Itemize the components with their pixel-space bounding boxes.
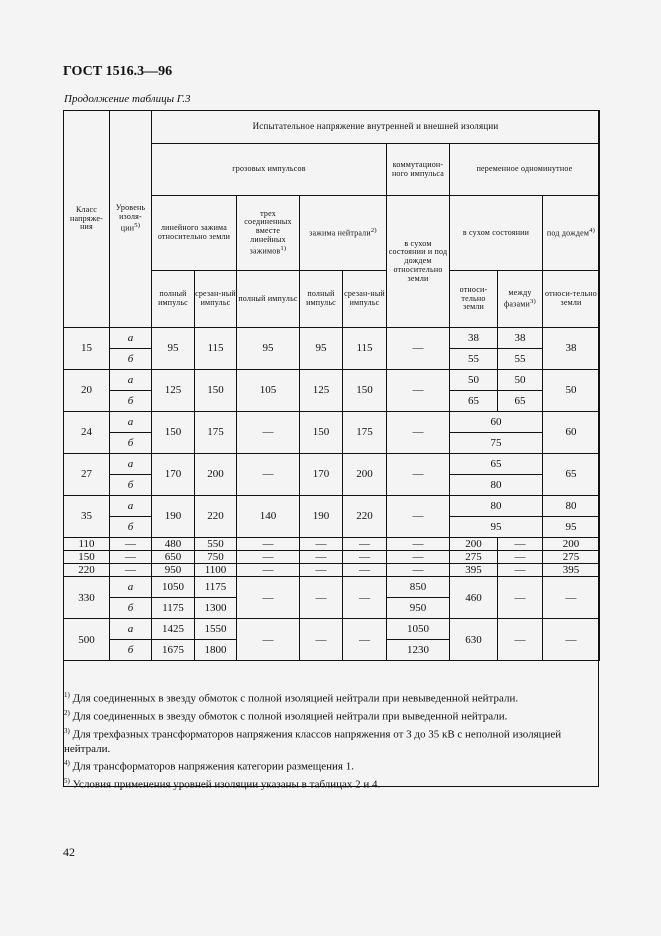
cell-value: 125 [300, 370, 343, 412]
header-relative-ground-2: относи-тельно земли [543, 271, 600, 328]
cell-value: 395 [543, 564, 600, 577]
cell-value: 65 [450, 391, 498, 412]
header-chopped-impulse-2: срезан-ный импульс [343, 271, 387, 328]
cell-class: 24 [64, 412, 110, 454]
header-neutral-clamp: зажима нейтрали$^{2)}$ [300, 196, 387, 271]
cell-level: б [110, 433, 152, 454]
cell-class: 20 [64, 370, 110, 412]
table-row [64, 551, 600, 564]
cell-value: 50 [498, 370, 543, 391]
table-caption: Продолжение таблицы Г.3 [64, 93, 191, 105]
cell-level: б [110, 475, 152, 496]
cell-level: б [110, 640, 152, 661]
cell-value: 80 [450, 496, 543, 517]
cell-value: — [237, 577, 300, 619]
cell-value: — [237, 551, 300, 564]
table-row [64, 564, 600, 577]
cell-class: 330 [64, 577, 110, 619]
cell-value: 190 [300, 496, 343, 538]
cell-value: 550 [195, 538, 237, 551]
header-rain: под дождем$^{4)}$ [543, 196, 600, 271]
cell-value: 395 [450, 564, 498, 577]
cell-level: а [110, 619, 152, 640]
cell-value: 150 [300, 412, 343, 454]
cell-value: 175 [343, 412, 387, 454]
header-full-impulse-1: полный импульс [152, 271, 195, 328]
cell-class: 15 [64, 328, 110, 370]
header-between-phases: между фазами$^{3)}$ [498, 271, 543, 328]
cell-value: — [498, 551, 543, 564]
cell-level: — [110, 564, 152, 577]
cell-value: 200 [450, 538, 498, 551]
cell-value: 95 [543, 517, 600, 538]
cell-value: 105 [237, 370, 300, 412]
footnote: $^{2)}$ Для соединенных в звезду обмоток с полной изоляцией нейтрали при выведенной нейтрали. [64, 708, 508, 723]
header-class: Класс напряже-ния [64, 111, 110, 328]
cell-value: 1175 [152, 598, 195, 619]
table-row [64, 619, 600, 640]
cell-value: — [300, 538, 343, 551]
cell-value: — [543, 619, 600, 661]
cell-level: б [110, 349, 152, 370]
cell-value: — [343, 577, 387, 619]
cell-value: 480 [152, 538, 195, 551]
header-full-impulse-3: полный импульс [300, 271, 343, 328]
cell-value: — [237, 538, 300, 551]
cell-level: а [110, 370, 152, 391]
cell-value: 50 [543, 370, 600, 412]
cell-level: а [110, 328, 152, 349]
header-switching-sub: в сухом состоянии и под дождем относительно земли [387, 196, 450, 328]
cell-value: 95 [300, 328, 343, 370]
cell-value: 95 [237, 328, 300, 370]
cell-value: 1425 [152, 619, 195, 640]
cell-value: 150 [195, 370, 237, 412]
cell-value: 750 [195, 551, 237, 564]
cell-level: а [110, 412, 152, 433]
cell-value: 220 [195, 496, 237, 538]
footnotes [64, 688, 598, 792]
cell-value: 65 [543, 454, 600, 496]
table-row [64, 538, 600, 551]
cell-value: — [343, 619, 387, 661]
cell-value: — [237, 412, 300, 454]
cell-value: — [343, 538, 387, 551]
cell-class: 500 [64, 619, 110, 661]
cell-value: 38 [498, 328, 543, 349]
test-voltage-table [63, 110, 600, 661]
cell-level: б [110, 391, 152, 412]
cell-value: 95 [450, 517, 543, 538]
header-lightning: грозовых импульсов [152, 144, 387, 196]
header-test-voltage: Испытательное напряжение внутренней и внешней изоляции [152, 111, 600, 144]
cell-value: 1675 [152, 640, 195, 661]
footnote: $^{1)}$ Для соединенных в звезду обмоток с полной изоляцией нейтрали при невыведенной нейтрали. [64, 691, 519, 705]
cell-value: — [300, 564, 343, 577]
page-number: 42 [63, 845, 75, 859]
cell-value: — [237, 619, 300, 661]
cell-value: — [237, 454, 300, 496]
cell-value: — [343, 564, 387, 577]
cell-value: 80 [543, 496, 600, 517]
cell-value: 60 [450, 412, 543, 433]
cell-level: а [110, 577, 152, 598]
cell-value: 38 [543, 328, 600, 370]
cell-value: 460 [450, 577, 498, 619]
cell-value: 275 [543, 551, 600, 564]
cell-value: — [387, 564, 450, 577]
header-relative-ground: относи-тельно земли [450, 271, 498, 328]
cell-value: — [387, 454, 450, 496]
cell-level: — [110, 538, 152, 551]
cell-value: 150 [152, 412, 195, 454]
table-row [64, 370, 600, 391]
cell-value: 190 [152, 496, 195, 538]
cell-value: — [387, 328, 450, 370]
cell-value: 55 [450, 349, 498, 370]
cell-value: 125 [152, 370, 195, 412]
cell-value: 1050 [387, 619, 450, 640]
cell-value: — [498, 577, 543, 619]
cell-value: — [300, 619, 343, 661]
cell-value: 1550 [195, 619, 237, 640]
cell-value: 175 [195, 412, 237, 454]
cell-level: б [110, 517, 152, 538]
header-full-impulse-2: полный импульс [237, 271, 300, 328]
cell-value: — [498, 564, 543, 577]
cell-value: 950 [152, 564, 195, 577]
cell-value: — [543, 577, 600, 619]
cell-value: — [387, 412, 450, 454]
header-three-clamps: трех соединенных вместе линейных зажимов$^{1)}$ [237, 196, 300, 271]
cell-value: 115 [343, 328, 387, 370]
cell-value: — [387, 538, 450, 551]
cell-value: 220 [343, 496, 387, 538]
cell-value: 950 [387, 598, 450, 619]
cell-value: 170 [152, 454, 195, 496]
footnote: $^{4)}$ Для трансформаторов напряжения категории размещения 1. [64, 758, 354, 773]
cell-value: 650 [152, 551, 195, 564]
header-line-clamp: линейного зажима относительно земли [152, 196, 237, 271]
cell-value: 1175 [195, 577, 237, 598]
cell-value: — [300, 577, 343, 619]
cell-value: 200 [543, 538, 600, 551]
cell-value: 38 [450, 328, 498, 349]
cell-value: 65 [498, 391, 543, 412]
cell-value: 60 [543, 412, 600, 454]
cell-value: 50 [450, 370, 498, 391]
cell-value: 80 [450, 475, 543, 496]
cell-value: — [343, 551, 387, 564]
cell-class: 150 [64, 551, 110, 564]
table-row [64, 496, 600, 517]
cell-value: 200 [343, 454, 387, 496]
header-ac: переменное одноминутное [450, 144, 600, 196]
footnote: $^{3)}$ Для трехфазных трансформаторов напряжения классов напряжения от 3 до 35 кВ с неполной изоляцией нейтрали. [64, 726, 562, 755]
cell-value: — [237, 564, 300, 577]
cell-value: 850 [387, 577, 450, 598]
header-chopped-impulse-1: срезан-ный импульс [195, 271, 237, 328]
cell-class: 35 [64, 496, 110, 538]
header-level: Уровень изоля-ции$^{5)}$ [110, 111, 152, 328]
cell-value: — [300, 551, 343, 564]
cell-value: 1230 [387, 640, 450, 661]
cell-value: — [498, 619, 543, 661]
cell-level: а [110, 454, 152, 475]
cell-value: 95 [152, 328, 195, 370]
document-header: ГОСТ 1516.3—96 [63, 64, 173, 79]
cell-value: 1800 [195, 640, 237, 661]
header-row-1 [64, 111, 600, 144]
cell-value: 75 [450, 433, 543, 454]
table-row [64, 412, 600, 433]
cell-value: 275 [450, 551, 498, 564]
cell-value: 1100 [195, 564, 237, 577]
cell-value: — [498, 538, 543, 551]
cell-class: 220 [64, 564, 110, 577]
cell-value: 55 [498, 349, 543, 370]
cell-value: 170 [300, 454, 343, 496]
cell-level: б [110, 598, 152, 619]
cell-level: — [110, 551, 152, 564]
cell-level: а [110, 496, 152, 517]
cell-class: 110 [64, 538, 110, 551]
cell-value: — [387, 551, 450, 564]
header-dry: в сухом состоянии [450, 196, 543, 271]
cell-class: 27 [64, 454, 110, 496]
cell-value: 115 [195, 328, 237, 370]
cell-value: 140 [237, 496, 300, 538]
cell-value: 65 [450, 454, 543, 475]
cell-value: 1300 [195, 598, 237, 619]
cell-value: — [387, 496, 450, 538]
cell-value: — [387, 370, 450, 412]
cell-value: 630 [450, 619, 498, 661]
table-row [64, 328, 600, 349]
table-row [64, 577, 600, 598]
table-row [64, 454, 600, 475]
cell-value: 150 [343, 370, 387, 412]
footnote: $^{5)}$ Условия применения уровней изоляции указаны в таблицах 2 и 4. [64, 776, 381, 791]
header-switching: коммутацион-ного импульса [387, 144, 450, 196]
cell-value: 200 [195, 454, 237, 496]
cell-value: 1050 [152, 577, 195, 598]
